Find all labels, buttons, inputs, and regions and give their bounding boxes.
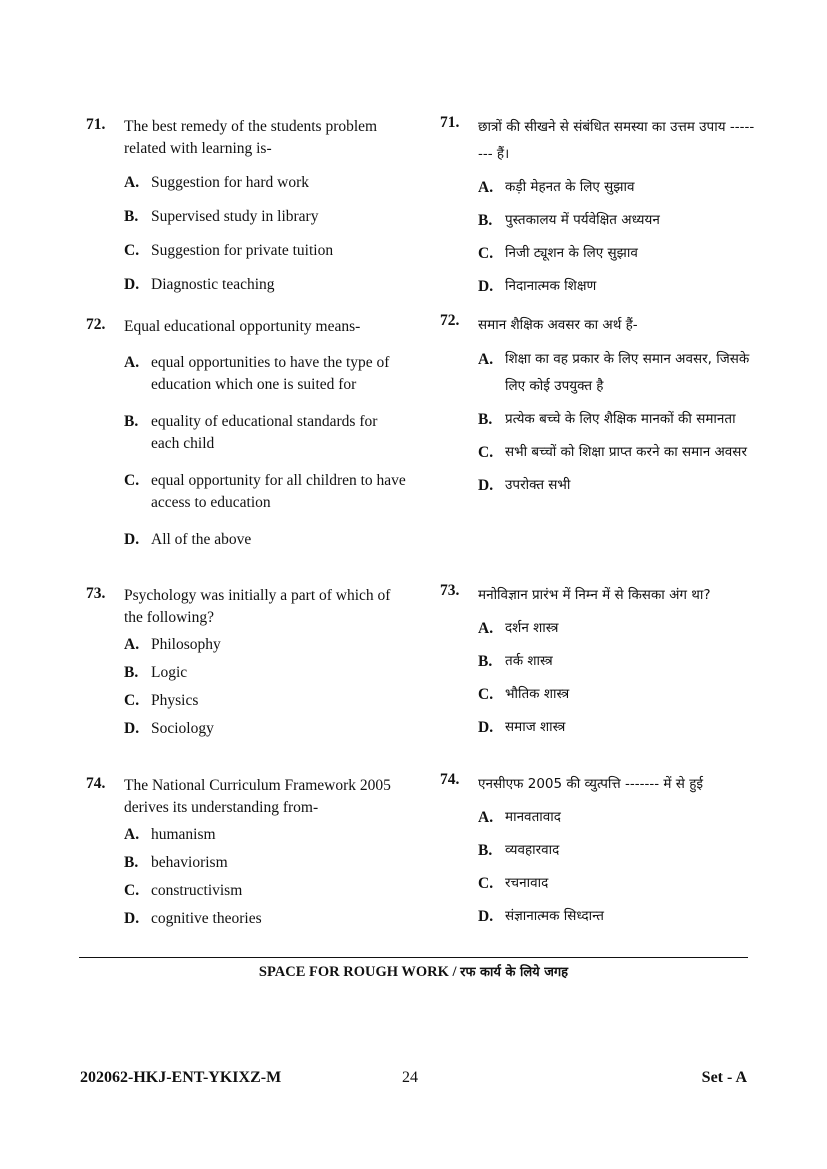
options-list — [124, 824, 406, 930]
option-c: C. Suggestion for private tuition — [124, 242, 334, 259]
question-73-en — [86, 585, 406, 740]
page-number: 24 — [402, 1069, 418, 1086]
option-b: B. behaviorism — [124, 854, 228, 871]
options-list — [478, 174, 755, 300]
option-a: A. Suggestion for hard work — [124, 174, 309, 191]
option-a: A. शिक्षा का वह प्रकार के लिए समान अवसर, जिसके लिए कोई उपयुक्त है — [478, 351, 750, 394]
option-d: D. Sociology — [124, 720, 214, 737]
rough-work-heading — [0, 962, 827, 981]
option-d: D. उपरोक्त सभी — [478, 477, 571, 494]
rough-work-label-hi: रफ कार्य के लिये जगह — [460, 965, 569, 980]
question-72-en — [86, 316, 406, 551]
question-text: एनसीएफ 2005 की व्युत्पत्ति ------- में से हुई — [478, 776, 703, 792]
question-text: Psychology was initially a part of which of the following? — [124, 587, 391, 626]
options-list — [478, 346, 755, 499]
question-number: 72. — [86, 316, 106, 333]
question-number: 74. — [440, 771, 460, 788]
option-d: D. cognitive theories — [124, 910, 262, 927]
option-c: C. constructivism — [124, 882, 243, 899]
options-list — [124, 634, 406, 740]
option-d: D. समाज शास्त्र — [478, 719, 566, 736]
options-list — [478, 615, 755, 741]
option-a: A. Philosophy — [124, 636, 221, 653]
option-c: C. equal opportunity for all children to have access to education — [124, 472, 406, 511]
option-c: C. निजी ट्यूशन के लिए सुझाव — [478, 245, 638, 262]
option-b: B. Supervised study in library — [124, 208, 319, 225]
option-b: B. पुस्तकालय में पर्यवेक्षित अध्ययन — [478, 212, 660, 229]
question-text: Equal educational opportunity means- — [124, 318, 361, 335]
options-list — [124, 352, 406, 551]
question-74-hi — [440, 771, 755, 930]
option-b: B. Logic — [124, 664, 188, 681]
option-c: C. रचनावाद — [478, 875, 549, 892]
question-number: 72. — [440, 312, 460, 329]
question-73-hi — [440, 582, 755, 741]
question-number: 73. — [440, 582, 460, 599]
option-b: B. प्रत्येक बच्चे के लिए शैक्षिक मानकों की समानता — [478, 411, 736, 428]
option-a: A. equal opportunities to have the type of education which one is suited for — [124, 354, 390, 393]
option-b: B. तर्क शास्त्र — [478, 653, 553, 670]
option-a: A. दर्शन शास्त्र — [478, 620, 559, 637]
question-71-en — [86, 116, 406, 296]
question-text: मनोविज्ञान प्रारंभ में निम्न में से किसका अंग था? — [478, 587, 711, 603]
question-text: छात्रों की सीखने से संबंधित समस्या का उत्तम उपाय -------- हैं। — [478, 119, 755, 162]
question-number: 74. — [86, 775, 106, 792]
question-text: The National Curriculum Framework 2005 derives its understanding from- — [124, 777, 391, 816]
option-d: D. निदानात्मक शिक्षण — [478, 278, 597, 295]
option-b: B. व्यवहारवाद — [478, 842, 560, 859]
option-c: C. भौतिक शास्त्र — [478, 686, 570, 703]
option-a: A. humanism — [124, 826, 216, 843]
question-number: 73. — [86, 585, 106, 602]
paper-code: 202062-HKJ-ENT-YKIXZ-M — [80, 1069, 282, 1086]
option-b: B. equality of educational standards for each child — [124, 413, 378, 452]
option-c: C. Physics — [124, 692, 199, 709]
question-text: समान शैक्षिक अवसर का अर्थ हैं- — [478, 317, 638, 333]
option-d: D. All of the above — [124, 531, 252, 548]
option-c: C. सभी बच्चों को शिक्षा प्राप्त करने का समान अवसर — [478, 444, 747, 461]
question-text: The best remedy of the students problem related with learning is- — [124, 118, 378, 157]
question-number: 71. — [440, 114, 460, 131]
option-a: A. मानवतावाद — [478, 809, 561, 826]
option-d: D. संज्ञानात्मक सिध्दान्त — [478, 908, 605, 925]
option-d: D. Diagnostic teaching — [124, 276, 275, 293]
section-divider — [79, 957, 748, 958]
question-72-hi — [440, 312, 755, 499]
question-74-en — [86, 775, 406, 930]
set-label: Set - A — [701, 1069, 747, 1086]
question-number: 71. — [86, 116, 106, 133]
options-list — [478, 804, 755, 930]
options-list — [124, 172, 406, 296]
option-a: A. कड़ी मेहनत के लिए सुझाव — [478, 179, 635, 196]
question-71-hi — [440, 114, 755, 300]
rough-work-label-en: SPACE FOR ROUGH WORK / — [258, 964, 461, 980]
